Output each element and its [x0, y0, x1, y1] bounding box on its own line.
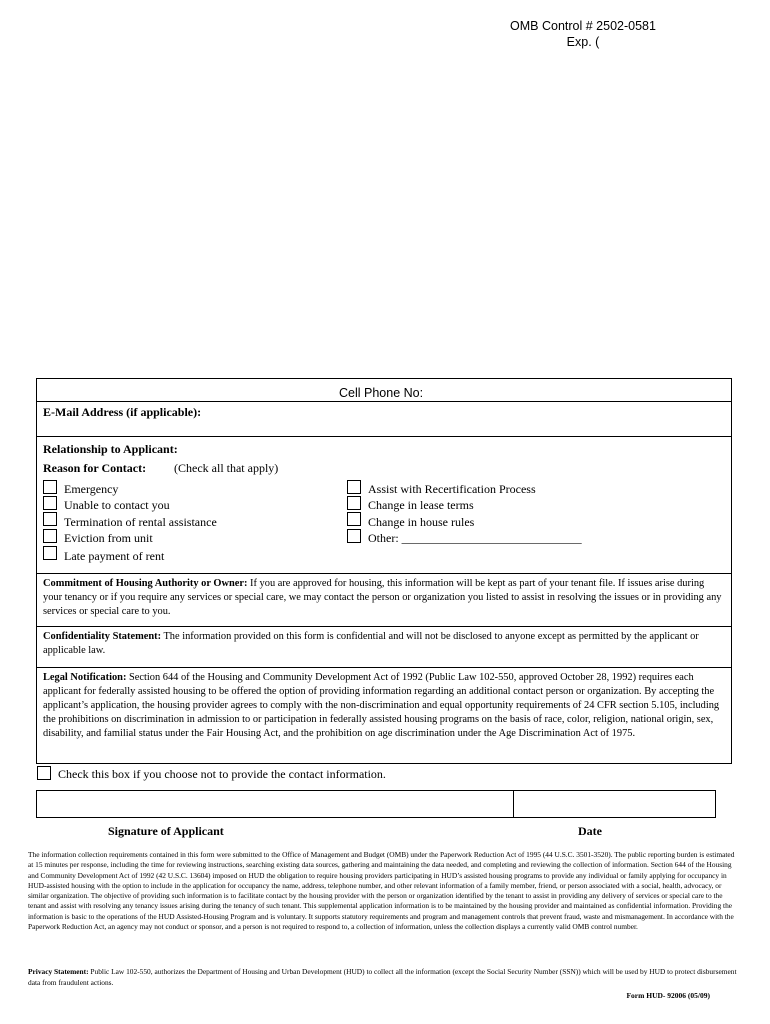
reason-label: Reason for Contact:	[43, 461, 147, 475]
omb-control-number: OMB Control # 2502-0581	[510, 19, 656, 33]
opt-out-label: Check this box if you choose not to provide the contact information.	[58, 767, 386, 781]
commitment-title: Commitment of Housing Authority or Owner:	[43, 578, 248, 589]
checkbox-late-payment[interactable]	[43, 546, 57, 560]
option-house-rules: Change in house rules	[368, 515, 475, 529]
privacy-text: Public Law 102-550, authorizes the Department of Housing and Urban Development (HUD) to collect all the information (except the Social Security Number (SSN)) which will be used by HUD to protect disbursement data from fraudulent actions.	[28, 967, 737, 987]
paperwork-notice: The information collection requirements contained in this form were submitted to the Office of Management and Budget (OMB) under the Paperwork Reduction Act of 1995 (44 U.S.C. 3501-3520). The public reporting burden is estimated at 15 minutes per response, including the time for reviewing instructions, searching existing data sources, gathering and maintaining the data needed, and completing and reviewing the collection of information. Section 644 of the Housing and Community Development Act of 1992 (42 U.S.C. 13604) imposed on HUD the obligation to require housing providers participating in HUD’s assisted housing programs to provide any individual or family applying for occupancy in HUD-assisted housing with the option to include in the application for occupancy the name, address, telephone number, and other relevant information of a family member, friend, or person associated with a social, health, advocacy, or similar organization. The objective of providing such information is to facilitate contact by the housing provider with the person or organization identified by the tenant to assist in providing any delivery of services or special care to the tenant and assist with resolving any tenancy issues arising during the tenancy of such tenant. This supplemental application information is to be maintained by the housing provider and maintained as confidential information. Providing the information is basic to the operations of the HUD Assisted-Housing Program and is voluntary. It supports statutory requirements and program and management controls that prevent fraud, waste and mismanagement. In accordance with the Paperwork Reduction Act, an agency may not conduct or sponsor, and a person is not required to respond to, a collection of information, unless the collection displays a currently valid OMB control number.	[28, 850, 735, 932]
signature-date-box	[36, 790, 716, 818]
signature-label: Signature of Applicant	[108, 824, 224, 838]
checkbox-termination[interactable]	[43, 512, 57, 526]
checkbox-eviction[interactable]	[43, 529, 57, 543]
commitment-section	[37, 574, 731, 627]
contact-form-box	[36, 378, 732, 764]
email-row[interactable]	[37, 402, 731, 437]
legal-title: Legal Notification:	[43, 672, 127, 683]
signature-field[interactable]	[37, 791, 513, 817]
option-termination: Termination of rental assistance	[64, 515, 217, 529]
checkbox-unable-to-contact[interactable]	[43, 496, 57, 510]
relationship-row[interactable]	[37, 437, 731, 461]
privacy-statement	[28, 967, 740, 988]
confidentiality-text: The information provided on this form is confidential and will not be disclosed to anyone except as permitted by the applicant or applicable law.	[43, 631, 699, 656]
cell-phone-label: Cell Phone No:	[339, 386, 424, 400]
reason-hint: (Check all that apply)	[174, 461, 279, 475]
option-recertification: Assist with Recertification Process	[368, 482, 536, 496]
form-number: Form HUD- 92006 (05/09)	[626, 991, 710, 1000]
reason-section	[37, 461, 731, 574]
checkbox-recertification[interactable]	[347, 480, 361, 494]
option-eviction: Eviction from unit	[64, 531, 153, 545]
commitment-paragraph	[43, 577, 725, 619]
option-late-payment: Late payment of rent	[64, 549, 165, 563]
option-lease-terms: Change in lease terms	[368, 498, 474, 512]
legal-paragraph	[43, 671, 725, 741]
cell-phone-row	[37, 379, 731, 402]
option-other: Other: ______________________________	[368, 531, 582, 545]
date-label: Date	[578, 824, 602, 838]
checkbox-emergency[interactable]	[43, 480, 57, 494]
email-label: E-Mail Address (if applicable):	[43, 405, 202, 419]
checkbox-other[interactable]	[347, 529, 361, 543]
privacy-title: Privacy Statement:	[28, 967, 89, 976]
confidentiality-paragraph	[43, 630, 725, 658]
legal-text: Section 644 of the Housing and Community Development Act of 1992 (Public Law 102-550, approved October 28, 1992) requires each applicant for federally assisted housing to be offered the option of providing information regarding an additional contact person or organization. By accepting the applicant’s application, the housing provider agrees to comply with the non-discrimination and equal opportunity requirements of 24 CFR section 5.105, including the prohibitions on discrimination in admission to or participation in federally assisted housing programs on the basis of race, color, religion, national origin, sex, disability, and familial status under the Fair Housing Act, and the prohibition on age discrimination under the Age Discrimination Act of 1975.	[43, 672, 720, 739]
option-unable-to-contact: Unable to contact you	[64, 498, 170, 512]
commitment-text: If you are approved for housing, this information will be kept as part of your tenant file. If issues arise during your tenancy or if you require any services or special care, we may contact the person or organization you listed to assist in resolving the issues or in providing any services or special care to you.	[43, 578, 722, 617]
confidentiality-title: Confidentiality Statement:	[43, 631, 162, 642]
option-emergency: Emergency	[64, 482, 119, 496]
checkbox-house-rules[interactable]	[347, 512, 361, 526]
omb-expiration: Exp. (	[566, 35, 600, 49]
confidentiality-section	[37, 627, 731, 668]
legal-section	[37, 668, 731, 763]
date-field[interactable]	[514, 791, 715, 817]
checkbox-opt-out[interactable]	[37, 766, 51, 780]
omb-header	[453, 18, 713, 50]
checkbox-lease-terms[interactable]	[347, 496, 361, 510]
relationship-label: Relationship to Applicant:	[43, 442, 178, 456]
